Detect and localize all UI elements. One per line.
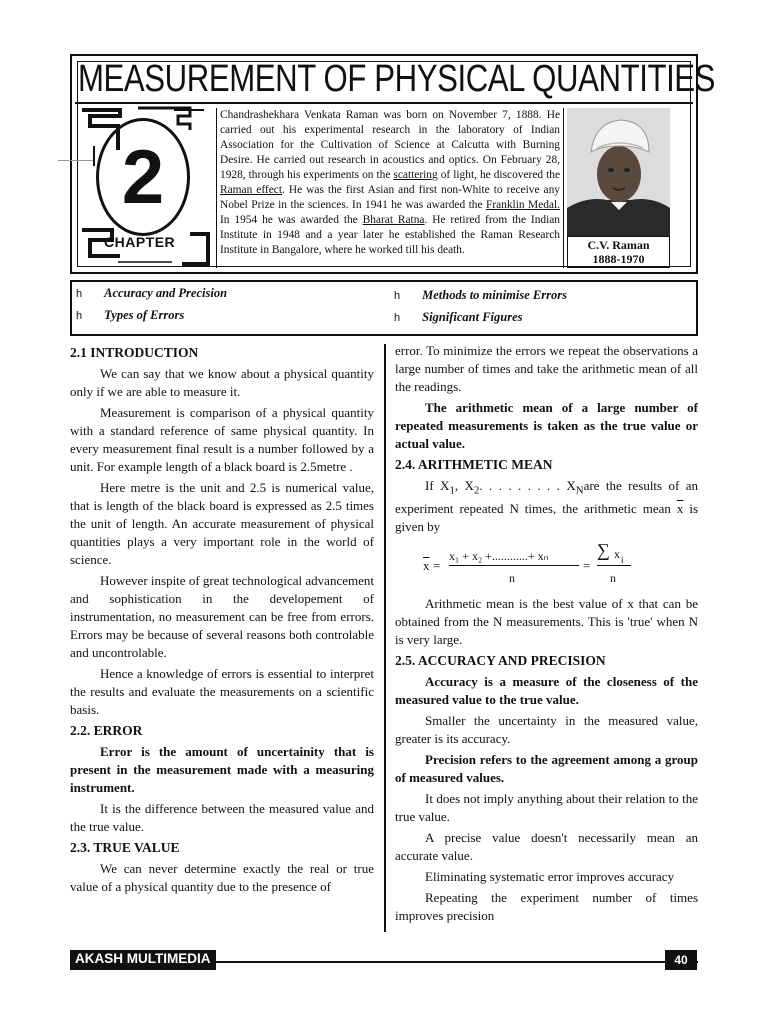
bio-text-run: Chandrashekhara Venkata Raman was born on November 7, 1888. He carried out his experimental research in the laboratory of Indian Association for the Cultivation of Science at Calcutta with Burning Desire. He carried out research in acoustics and optics. On February 28, 1928, through his experiments on the	[220, 109, 560, 181]
bullet: h	[76, 310, 83, 322]
paragraph: We can say that we know about a physical quantity only if we are able to measure it.	[70, 366, 374, 399]
paragraph: However inspite of great technological advancement and sophistication in the developement of instrumentation, no measurement can be free from errors. Errors may be because of several reasons both controlable and uncontrolable.	[70, 573, 374, 660]
underlined-term: Bharat Ratna	[362, 214, 425, 226]
definition-precision: Precision refers to the agreement among a group of measured values.	[395, 751, 698, 785]
subscript: N	[575, 484, 584, 497]
biography-text	[216, 108, 564, 268]
formula-sum-variable: x	[614, 546, 620, 561]
topic-item	[394, 288, 567, 303]
bullet: h	[394, 290, 401, 302]
column-divider	[384, 344, 386, 932]
underlined-term: Raman effect	[220, 184, 282, 196]
portrait-image	[567, 108, 670, 236]
summation-symbol: ∑	[597, 539, 610, 560]
paragraph: Repeating the experiment number of times improves precision	[395, 889, 698, 923]
paragraph: Smaller the uncertainty in the measured value, greater is its accuracy.	[395, 712, 698, 746]
text-run: are the results of an experiment repeated N times, the arithmetic mean	[395, 478, 699, 516]
chapter-number: 2	[96, 118, 190, 236]
text-run: . . . . . . . . . X	[479, 478, 576, 493]
portrait-years: 1888-1970	[592, 252, 645, 266]
bio-text-run: In 1954 he was awarded the	[220, 214, 363, 226]
paragraph: Here metre is the unit and 2.5 is numerical value, that is length of the black board is expressed as 2.5 times the unit of length. An accurate measurement of physical quantities plays a very important role in the world of science.	[70, 480, 374, 567]
x-bar-symbol: $\overline{x}$	[676, 500, 684, 516]
bullet: h	[76, 288, 83, 300]
topic-item	[76, 286, 227, 301]
formula-equals: =	[433, 557, 441, 573]
section-heading-error: 2.2. ERROR	[70, 723, 143, 738]
paragraph: It does not imply anything about their relation to the true value.	[395, 790, 698, 824]
paragraph: Hence a knowledge of errors is essential to interpret the results and evaluate the measurements on a scientific basis.	[70, 666, 374, 717]
formula-lhs: $\overline{x}$	[423, 557, 430, 573]
paragraph-arithmetic-mean-intro	[395, 477, 698, 536]
fraction-bar	[449, 565, 579, 566]
definition-accuracy: Accuracy is a measure of the closeness of the measured value to the true value.	[395, 673, 698, 707]
formula-equals: =	[583, 557, 591, 573]
left-column	[70, 342, 374, 899]
fraction-bar	[597, 565, 631, 566]
topic-item	[394, 310, 523, 325]
topic-label: Methods to minimise Errors	[422, 288, 567, 302]
formula-numerator: x₁ + x₂ +............+ xₙ	[449, 548, 549, 563]
subscript: 2	[473, 484, 480, 497]
topic-label: Types of Errors	[104, 308, 185, 322]
paragraph: We can never determine exactly the real or true value of a physical quantity due to the presence of	[70, 861, 374, 894]
section-heading-introduction: 2.1 INTRODUCTION	[70, 345, 199, 360]
bio-text-run: . He was the first Asian and first non-White to receive any Nobel Prize in the sciences. In 1941 he was awarded the	[220, 184, 560, 211]
paragraph: Arithmetic mean is the best value of x that can be obtained from the N measurements. This is 'true' when N is very large.	[395, 595, 698, 647]
text-run: , X	[454, 478, 474, 493]
subscript: 1	[449, 484, 455, 497]
paragraph: A precise value doesn't necessarily mean an accurate value.	[395, 829, 698, 863]
bio-text-run: of light, he discovered the	[437, 169, 560, 181]
definition-true-value: The arithmetic mean of a large number of repeated measurements is taken as the true value or actual value.	[395, 400, 698, 451]
topic-item	[76, 308, 184, 323]
topic-label: Accuracy and Precision	[104, 286, 228, 300]
section-heading-arithmetic-mean: 2.4. ARITHMETIC MEAN	[395, 457, 553, 472]
underlined-term: scattering	[393, 169, 438, 181]
chapter-title: MEASUREMENT OF PHYSICAL QUANTITIES	[78, 58, 716, 100]
paragraph: Eliminating systematic error improves accuracy	[425, 868, 675, 884]
section-heading-true-value: 2.3. TRUE VALUE	[70, 840, 180, 855]
paragraph: It is the difference between the measured value and the true value.	[70, 801, 374, 834]
text-run: is given by	[395, 500, 699, 534]
topic-label: Significant Figures	[422, 310, 523, 324]
bio-text-run: . He retired from the Indian Institute in 1948 and a year later he established the Raman Research Institute in Bangalore, where he worked till his death.	[220, 214, 560, 256]
formula-denominator: n	[610, 570, 616, 585]
chapter-label: CHAPTER	[104, 234, 176, 250]
portrait-name: C.V. Raman	[587, 238, 650, 252]
portrait-caption	[567, 236, 670, 268]
bullet: h	[394, 312, 401, 324]
paragraph: error. To minimize the errors we repeat the observations a large number of times and take the arithmetic mean of all the readings.	[395, 343, 698, 394]
definition-error: Error is the amount of uncertainity that is present in the measurement made with a measuring instrument.	[70, 744, 374, 795]
text-run: If X	[425, 478, 450, 493]
formula-denominator: n	[509, 570, 515, 585]
right-column	[395, 342, 698, 928]
cv-raman-portrait	[567, 108, 670, 236]
title-underline	[75, 102, 693, 104]
publisher-label: AKASH MULTIMEDIA	[70, 950, 216, 970]
formula-sum-subscript: i	[621, 554, 624, 565]
section-heading-accuracy-precision: 2.5. ACCURACY AND PRECISION	[395, 652, 606, 668]
paragraph: Measurement is comparison of a physical quantity with a standard reference of same physical quantity. In every measurement final result is a number followed by a unit. For example length of a black board is 2.5metre .	[70, 405, 374, 474]
arithmetic-mean-formula	[395, 539, 698, 595]
underlined-term: Franklin Medal.	[485, 199, 560, 211]
page-number: 40	[665, 950, 697, 970]
